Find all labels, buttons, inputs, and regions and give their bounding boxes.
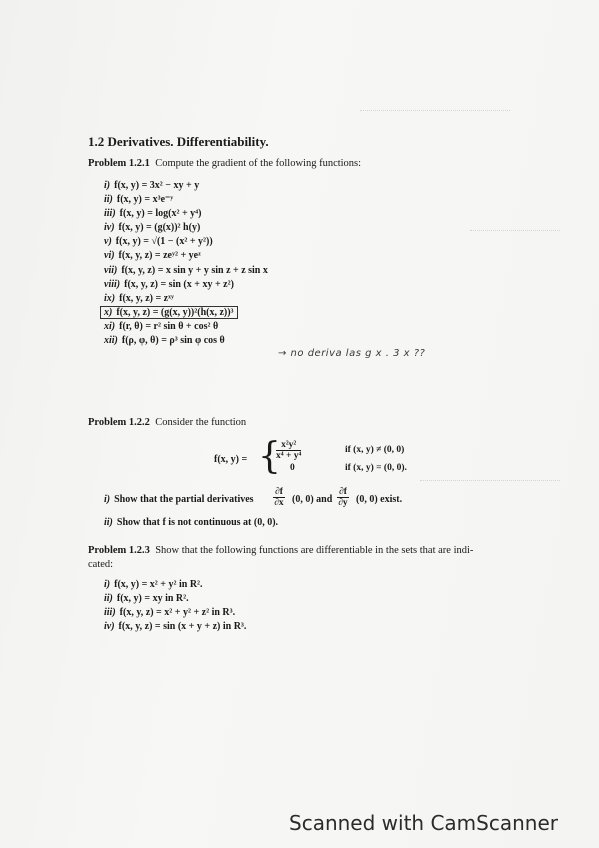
fraction-numerator: x²y²: [276, 440, 301, 451]
list-item: ii) Show that f is not continuous at (0, 0).: [104, 517, 279, 528]
bleed-through-mark: [420, 480, 560, 521]
list-item: iii) f(x, y) = log(x² + y⁴): [104, 208, 202, 220]
problem-1-2-1-items: [104, 179, 268, 348]
problem-1-2-3-items: [104, 578, 246, 634]
problem-label: Problem 1.2.1: [88, 158, 150, 169]
list-item: i) f(x, y) = 3x² − xy + y: [104, 180, 200, 191]
handwritten-note: → no deriva las g x . 3 x ??: [278, 348, 426, 359]
problem-text: Consider the function: [155, 417, 247, 428]
partial-derivative-y: $\frac{\partial f}{\partial y}$: [338, 487, 348, 508]
hand-drawn-box: x) f(x, y, z) = (g(x, y))²(h(x, z))³: [100, 306, 238, 319]
list-item-text: (0, 0) and: [292, 494, 333, 505]
piecewise-lhs: f(x, y) =: [214, 454, 248, 465]
case-condition-1: if (x, y) ≠ (0, 0): [345, 445, 405, 455]
list-item: vi) f(x, y, z) = zeʸ² + yeᶻ: [104, 250, 201, 262]
list-item: i) Show that the partial derivatives: [104, 494, 254, 505]
left-brace-icon: {: [258, 436, 281, 477]
list-item: iii) f(x, y, z) = x² + y² + z² in R³.: [104, 607, 236, 619]
list-item: ix) f(x, y, z) = zˣʸ: [104, 292, 174, 304]
list-item: i) f(x, y) = x² + y² in R².: [104, 579, 203, 590]
bleed-through-mark: [470, 230, 560, 271]
problem-1-2-1-heading: [88, 158, 361, 169]
list-item: xi) f(r, θ) = r² sin θ + cos² θ: [104, 320, 219, 332]
problem-label: Problem 1.2.3: [88, 545, 150, 556]
list-item-text: (0, 0) exist.: [356, 494, 403, 505]
list-item: viii) f(x, y, z) = sin (x + xy + z²): [104, 278, 234, 290]
list-item: xii) f(ρ, φ, θ) = ρ³ sin φ cos θ: [104, 335, 225, 347]
problem-text: cated:: [88, 559, 114, 570]
list-item: vii) f(x, y, z) = x sin y + y sin z + z sin x: [104, 264, 268, 276]
list-item: iv) f(x, y, z) = sin (x + y + z) in R³.: [104, 621, 247, 633]
list-item: iv) f(x, y) = (g(x))² h(y): [104, 222, 201, 234]
bleed-through-mark: [360, 110, 510, 181]
camscanner-watermark: Scanned with CamScanner: [289, 811, 558, 835]
problem-text: Compute the gradient of the following functions:: [155, 158, 362, 169]
list-item: ii) f(x, y) = x³e⁻ʸ: [104, 194, 174, 206]
partial-derivative-x: $\frac{\partial f}{\partial x}$: [274, 487, 284, 508]
fraction: [276, 440, 301, 461]
problem-1-2-2-heading: [88, 417, 246, 428]
list-item: v) f(x, y) = √(1 − (x² + y²)): [104, 236, 213, 248]
problem-text: Show that the following functions are differentiable in the sets that are indi-: [155, 545, 474, 556]
case-value-zero: 0: [290, 463, 295, 473]
problem-1-2-3-heading: [88, 544, 528, 572]
list-item-boxed: [104, 306, 268, 320]
problem-label: Problem 1.2.2: [88, 417, 150, 428]
case-condition-2: if (x, y) = (0, 0).: [345, 463, 407, 473]
list-item: ii) f(x, y) = xy in R².: [104, 593, 189, 605]
section-title: 1.2 Derivatives. Differentiability.: [88, 134, 269, 149]
fraction-denominator: x⁴ + y⁴: [276, 451, 302, 461]
